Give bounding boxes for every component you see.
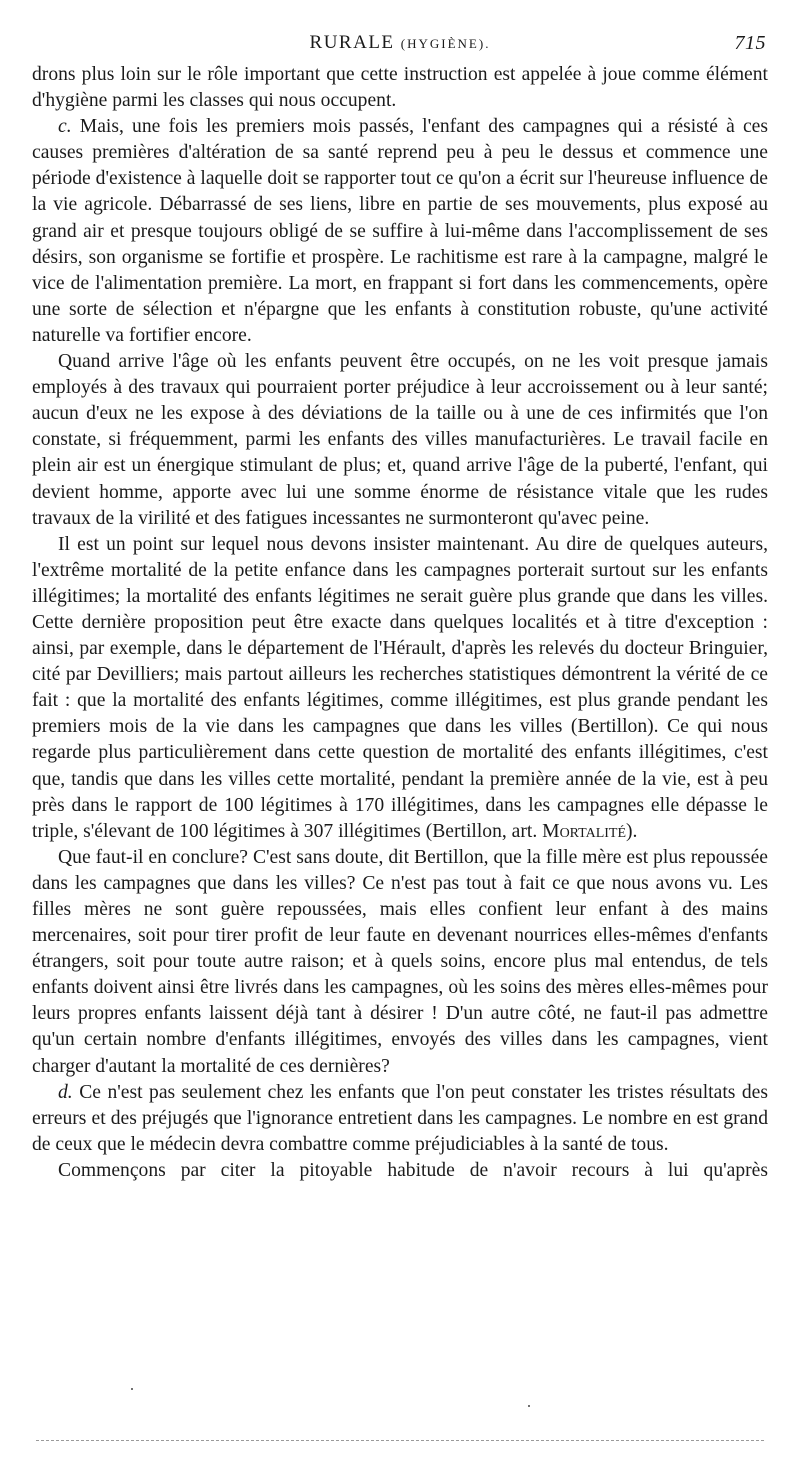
running-head-subtitle: (HYGIÈNE). [400,36,491,51]
page-number: 715 [734,32,766,54]
paragraph-illegitimate-mortality: Il est un point sur lequel nous devons insister maintenant. Au dire de quelques auteurs, l'extrême mortalité de la petite enfance dans les campagnes porterait surtout sur les enfants illégitimes; la mortalité des enfants légitimes ne serait guère plus grande que dans les villes. Cette dernière proposition peut être exacte dans quelques localités et à titre d'exception : ainsi, par exemple, dans le département de l'Hérault, d'après les relevés du docteur Bringuier, cité par Devilliers; mais partout ailleurs les recherches statistiques démontrent la vérité de ce fait : que la mortalité des enfants légitimes, comme illégitimes, est plus grande pendant les premiers mois de la vie dans les campagnes que dans les villes (Bertillon). Ce qui nous regarde plus particulièrement dans cette question de mortalité des enfants illégitimes, c'est que, tandis que dans les villes cette mortalité, pendant la première année de la vie, est à peu près dans le rapport de 100 légitimes à 170 illégitimes, dans les campagnes elle dépasse le triple, s'élevant de 100 légitimes à 307 illégitimes (Bertillon, art. Mortalité). [32,533,768,842]
print-speck [131,1388,133,1390]
running-head [32,32,768,54]
paragraph-commencons: Commençons par citer la pitoyable habitude de n'avoir recours à lui qu'après [58,1159,768,1181]
body-text [32,62,768,1184]
paragraph-d: d. Ce n'est pas seulement chez les enfants que l'on peut constater les tristes résultats des erreurs et des préjugés que l'ignorance entretient dans les campagnes. Le nombre en est grand de ceux que le médecin devra combattre comme préjudiciables à la santé de tous. [32,1081,768,1155]
smallcaps-reference: Mortalité [542,820,627,842]
paragraph-c: c. Mais, une fois les premiers mois passés, l'enfant des campagnes qui a résisté à ces causes premières d'altération de sa santé reprend peu à peu le dessus et commence une période d'existence à laquelle doit se rapporter tout ce qu'on a écrit sur l'heureuse influence de la vie agricole. Débarrassé de ses liens, libre en partie de ses mouvements, plus exposé au grand air et presque toujours obligé de se suffire à lui-même dans l'accomplissement de ses désirs, son organisme se fortifie et prospère. Le rachitisme est rare à la campagne, malgré le vice de l'alimentation première. La mort, en frappant si fort dans les commencements, opère une sorte de sélection et n'épargne que les enfants à constitution robuste, qu'une activité naturelle va fortifier encore. [32,116,769,346]
page-header [32,28,768,62]
paragraph-continuation: drons plus loin sur le rôle important que cette instruction est appelée à joue comme élément d'hygiène parmi les classes qui nous occupent. [32,64,768,112]
bottom-scan-rule [36,1440,764,1441]
paragraph-age-of-work: Quand arrive l'âge où les enfants peuvent être occupés, on ne les voit presque jamais employés à des travaux qui pourraient porter préjudice à leur accroissement ou à leur santé; aucun d'eux ne les expose à des déviations de la taille ou à une de ces infirmités que l'on constate, si fréquemment, parmi les enfants des villes manufacturières. Le travail facile en plein air est un énergique stimulant de plus; et, quand arrive l'âge de la puberté, l'enfant, qui devient homme, apporte avec lui une somme énorme de résistance vitale que les rudes travaux de la virilité et des fatigues incessantes ne surmonteront qu'avec peine. [32,351,768,529]
section-marker-d: d. [58,1081,73,1103]
book-page [32,28,768,1184]
section-marker-c: c. [58,116,72,138]
running-head-title: RURALE [309,32,395,53]
paragraph-conclusion: Que faut-il en conclure? C'est sans doute, dit Bertillon, que la fille mère est plus repoussée dans les campagnes que dans les villes? Ce n'est pas tout à fait ce que nous avons vu. Les filles mères ne sont guère repoussées, mais elles confient leur enfant à des mains mercenaires, soit pour tirer profit de leur faute en devenant nourrices elles-mêmes d'enfants étrangers, soit pour toute autre raison; et à quels soins, encore plus mal entendus, de tels enfants doivent ainsi être livrés dans les campagnes, où les soins des mères elles-mêmes pour leurs propres enfants laissent déjà tant à désirer ! D'un autre côté, ne faut-il pas admettre qu'un certain nombre d'enfants illégitimes, envoyés des villes dans les campagnes, vient charger d'autant la mortalité de ces dernières? [32,846,768,1077]
print-speck [528,1405,530,1407]
